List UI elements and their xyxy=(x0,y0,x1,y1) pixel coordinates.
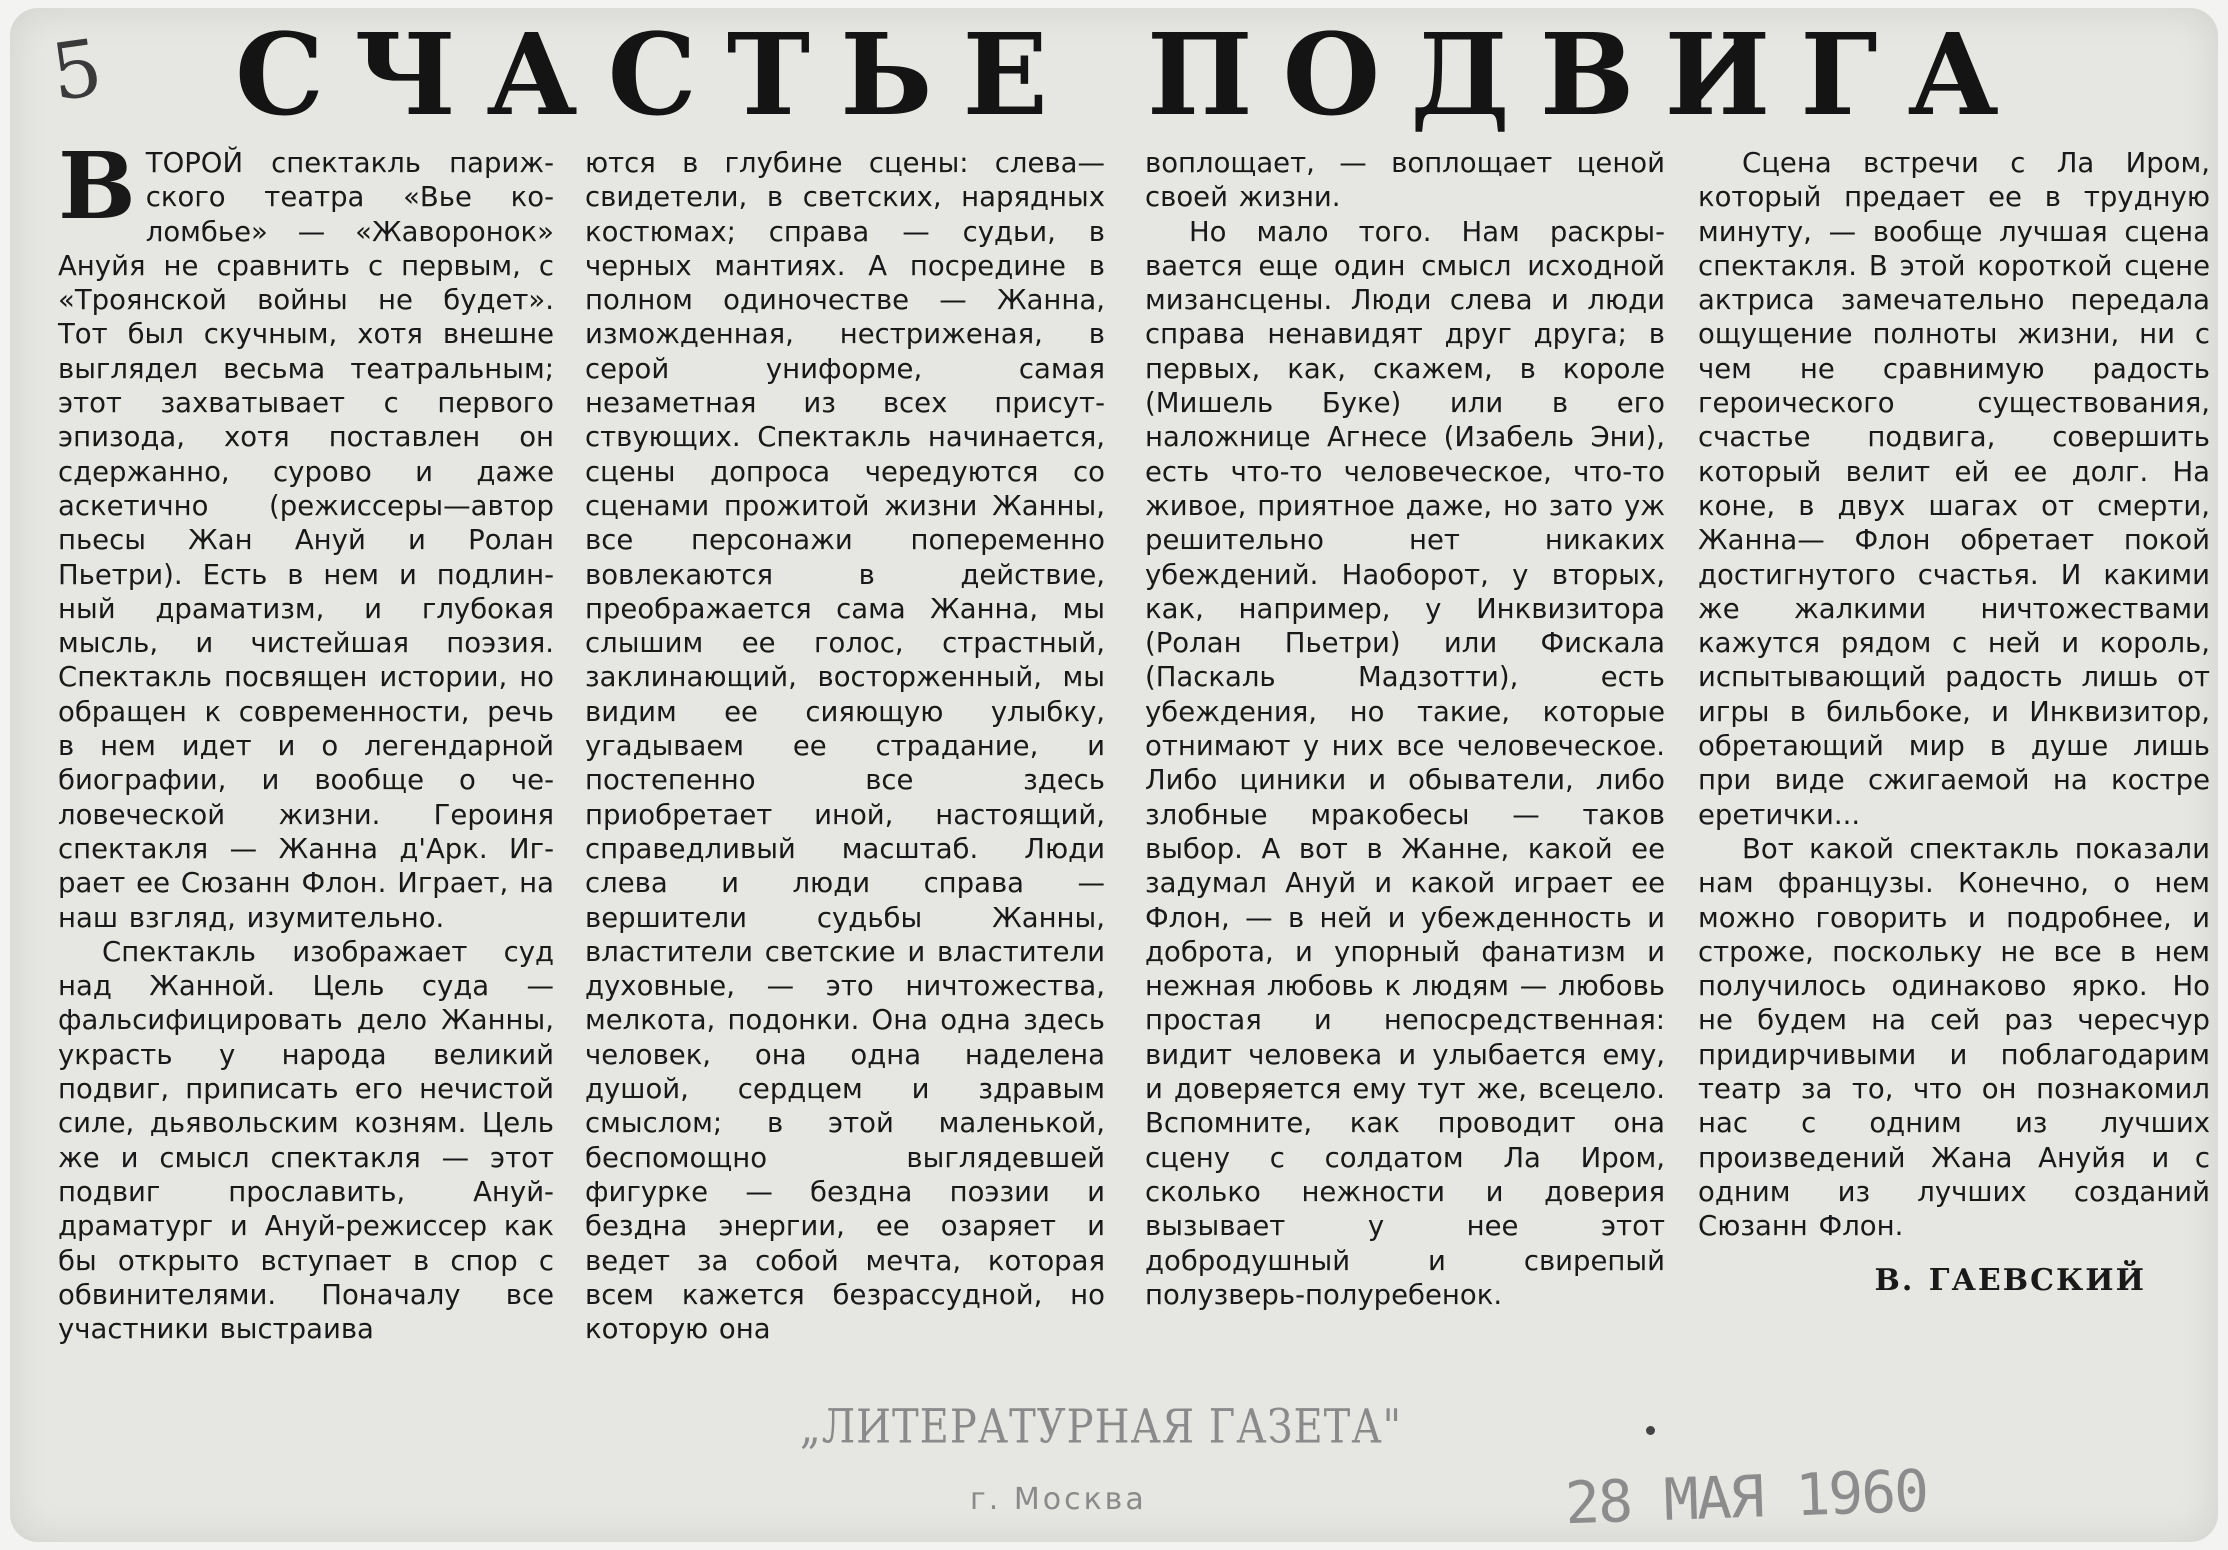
paragraph-4: воплощает, — воплощает ценой своей жизни. xyxy=(1145,147,1665,214)
drop-cap: В xyxy=(58,132,136,240)
paragraph-5: Но мало того. Нам раскрывается еще один смысл исходной мизансцены. Люди слева и люди справа ненавидят друг друга; в первых, как, скажем, в короле (Мишель Буке) или в его наложнице Агнесе (Изабель Эни), есть что-то человеческое, что-то живое, приятное даже, но зато уж решительно нет никаких убеждений. Наоборот, у вторых, как, например, у Инквизитора (Ролан Пьетри) или Фискала (Паскаль Мадзотти), есть убеждения, но такие, которые отнимают у них все человеческое. Либо циники и обыватели, либо злобные мракобесы — таков выбор. А вот в Жанне, какой ее задумал Ануй и какой играет ее Флон, — в ней и убежденность и доброта, и упорный фанатизм и нежная любовь к людям — любовь простая и непосредственная: видит человека и улыбается ему, и доверяется ему тут же, всецело. Вспомните, как проводит она сцену с солдатом Ла Иром, сколько нежности и доверия вызывает у нее этот добродушный и свирепый полузверь-полуребенок. xyxy=(1145,215,1665,1311)
article-column-1 xyxy=(58,132,554,1346)
city-stamp: г. Москва xyxy=(970,1482,1147,1517)
newspaper-clipping xyxy=(10,8,2218,1542)
ink-dot xyxy=(1646,1426,1655,1435)
author-signature: В. ГАЕВСКИЙ xyxy=(1874,1262,2146,1298)
paragraph-3: ются в глубине сцены: слева— свидетели, в светских, нарядных костюмах; справа — судьи, в черных мантиях. А посредине в полном одиночестве — Жанна, изможденная, нестриженая, в серой униформе, самая незаметная из всех присутствующих. Спектакль начинается, сцены допроса чередуются со сценами прожитой жизни Жанны, все персонажи попеременно вовлекаются в действие, преображается сама Жанна, мы слышим ее голос, страстный, заклинающий, восторженный, мы видим ее сияющую улыбку, угадываем ее страдание, и постепенно все здесь приобретает иной, настоящий, справедливый масштаб. Люди слева и люди справа — вершители судьбы Жанны, властители светские и властители духовные, — это ничтожества, мелкота, подонки. Она одна здесь человек, она одна наделена душой, сердцем и здравым смыслом; в этой маленькой, беспомощно выглядевшей фигурке — бездна поэзии и бездна энергии, ее озаряет и ведет за собой мечта, которая всем кажется безрассудной, но которую она xyxy=(585,147,1105,1346)
handwritten-number: 5 xyxy=(45,22,108,120)
paragraph-1-text: ТОРОЙ спектакль парижского театра «Вье коломбье» — «Жаворонок» Ануйя не сравнить с первым, с «Троянской войны не будет». Тот был скучным, хотя внешне выглядел весьма театральным; этот захватывает с первого эпизода, хотя поставлен он сдержанно, сурово и даже аскетично (режиссеры—автор пьесы Жан Ануй и Ролан Пьетри). Есть в нем и подлинный драматизм, и глубокая мысль, и чистейшая поэзия. Спектакль посвящен истории, но обращен к современности, речь в нем идет и о легендарной биографии, и вообще о человеческой жизни. Героиня спектакля — Жанна д'Арк. Играет ее Сюзанн Флон. Играет, на наш взгляд, изумительно. xyxy=(58,147,554,934)
paragraph-1 xyxy=(58,132,554,935)
paragraph-7: Вот какой спектакль показали нам французы. Конечно, о нем можно говорить и подробнее, и строже, поскольку не все в нем получилось одинаково ярко. Но не будем на сей раз чересчур придирчивыми и поблагодарим театр за то, что он познакомил нас с одним из лучших произведений Жана Ануйя и с одним из лучших созданий Сюзанн Флон. xyxy=(1698,832,2210,1243)
article-headline: СЧАСТЬЕ ПОДВИГА xyxy=(235,10,2029,141)
date-stamp: 28 МАЯ 1960 xyxy=(1563,1456,1929,1538)
paragraph-2: Спектакль изображает суд над Жанной. Цель суда — фальсифицировать дело Жанны, украсть у народа великий подвиг, приписать его нечистой силе, дьявольским козням. Цель же и смысл спектакля — этот подвиг прославить, Ануй-драматург и Ануй-режиссер как бы открыто вступает в спор с обвинителями. Поначалу все участники выстраива xyxy=(58,935,554,1346)
article-column-3 xyxy=(1145,146,1665,1312)
article-column-2 xyxy=(585,146,1105,1346)
paragraph-6: Сцена встречи с Ла Иром, который предает ее в трудную минуту, — вообще лучшая сцена спектакля. В этой короткой сцене актриса замечательно передала ощущение полноты жизни, ни с чем не сравнимую радость герoического существования, счастье подвига, совершить который велит ей ее долг. На коне, в двух шагах от смерти, Жанна— Флон обретает покой достигнутого счастья. И какими же жалкими ничтожествами кажутся рядом с ней и король, испытывающий радость лишь от игры в бильбоке, и Инквизитор, обретающий мир в душе лишь при виде сжигаемой на костре еретички... xyxy=(1698,147,2210,831)
article-column-4 xyxy=(1698,146,2210,1298)
newspaper-masthead-stamp: „ЛИТЕРАТУРНАЯ ГАЗЕТА" xyxy=(800,1399,1403,1455)
